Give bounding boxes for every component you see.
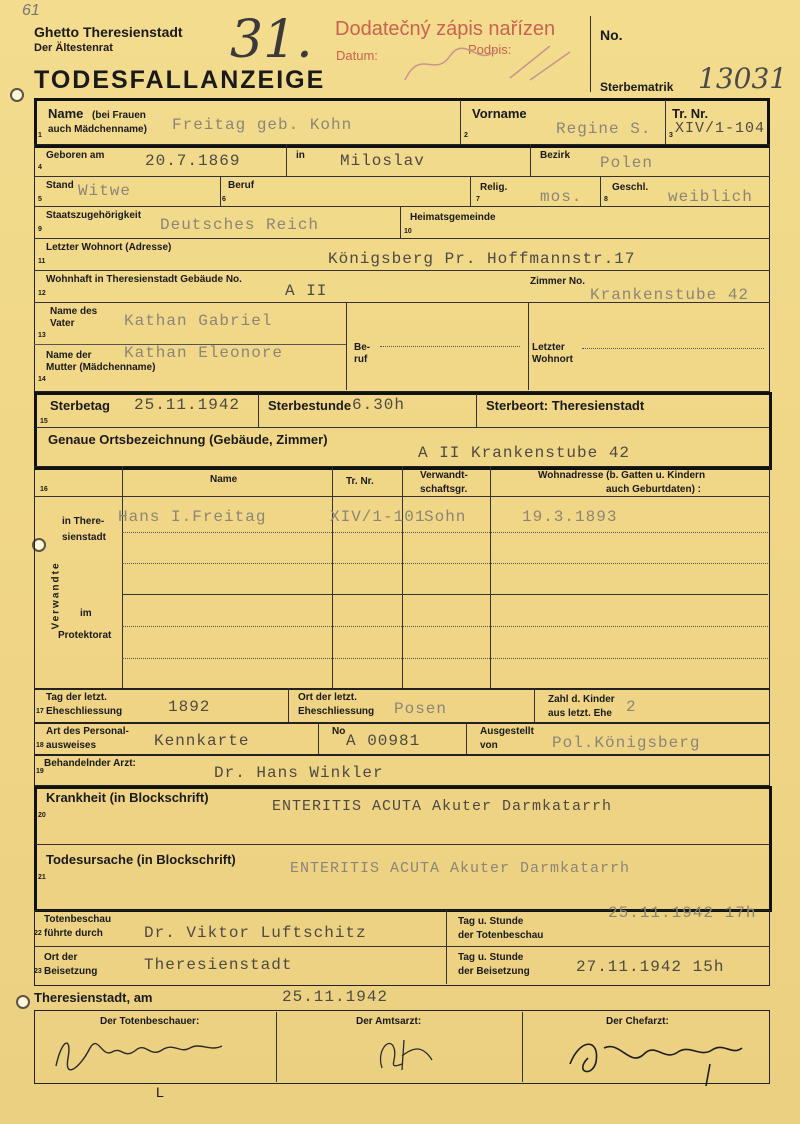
ausgestellt-label-2: von bbox=[480, 740, 498, 751]
wohnort-value: Königsberg Pr. Hoffmannstr.17 bbox=[328, 250, 636, 268]
header-divider bbox=[590, 16, 591, 92]
vorname-label: Vorname bbox=[472, 106, 527, 121]
in-there-label-2: sienstadt bbox=[62, 532, 106, 543]
ortsbez-label: Genaue Ortsbezeichnung (Gebäude, Zimmer) bbox=[48, 432, 328, 447]
art-value: Kennkarte bbox=[154, 732, 250, 750]
vater-label-2: Vater bbox=[50, 318, 75, 329]
beisetzung-tag-value: 27.11.1942 15h bbox=[576, 958, 725, 976]
rel-verwandt-header-1: Verwandt- bbox=[420, 470, 468, 481]
art-label-2: ausweises bbox=[46, 740, 97, 751]
rel-row-verwandt: Sohn bbox=[424, 508, 467, 526]
sterbetag-label: Sterbetag bbox=[50, 398, 110, 413]
sterbematrik-value: 13031 bbox=[698, 62, 788, 95]
ehe-tag-label-2: Eheschliessung bbox=[46, 706, 123, 717]
kinder-value: 2 bbox=[626, 698, 637, 716]
todesursache-value: ENTERITIS ACUTA Akuter Darmkatarrh bbox=[290, 860, 631, 877]
totenbeschau-label-2: führte durch bbox=[44, 928, 103, 939]
staat-label: Staatszugehörigkeit bbox=[46, 210, 142, 221]
bezirk-value: Polen bbox=[600, 154, 654, 172]
sterbestunde-value: 6.30h bbox=[352, 396, 406, 414]
protektorat-label: Protektorat bbox=[58, 630, 112, 641]
ausgestellt-label-1: Ausgestellt bbox=[480, 726, 534, 737]
form-title: TODESFALLANZEIGE bbox=[34, 66, 326, 94]
relatives-side-label: Verwandte bbox=[50, 561, 62, 630]
footer-place-label: Theresienstadt, am bbox=[34, 990, 153, 1005]
no-label: No. bbox=[600, 27, 623, 43]
bottom-mark: L bbox=[156, 1084, 164, 1100]
krankheit-value: ENTERITIS ACUTA Akuter Darmkatarrh bbox=[272, 798, 613, 815]
staat-value: Deutsches Reich bbox=[160, 216, 320, 234]
stamp-datum-label: Datum: bbox=[336, 48, 378, 63]
beruf-parents-label-1: Be- bbox=[354, 342, 371, 353]
totenbeschau-label-1: Totenbeschau bbox=[44, 914, 112, 925]
beschau-tag-label-1: Tag u. Stunde bbox=[458, 916, 524, 927]
totenbeschau-value: Dr. Viktor Luftschitz bbox=[144, 924, 367, 942]
punch-hole bbox=[10, 88, 24, 102]
stamp-line-1: Dodatečný zápis nařízen bbox=[335, 18, 556, 40]
ehe-ort-label-2: Eheschliessung bbox=[298, 706, 375, 717]
form-page: 61 Ghetto Theresienstadt Der Ältestenrat TODESFALLANZEIGE 31. Dodatečný zápis nařízen Datum: Podpis: No. Sterbematrik 13031 Name (bei Frauen auch Mädchenname) 1 Freitag geb. Kohn Vorname 2 Regine S. Tr. Nr. 3 XIV/1-104 Geboren am 4 20.7.1869 in Miloslav Bezirk Polen Stand 5 Witwe Beruf 6 Relig. 7 mos. Geschl. 8 weiblich Staatszugehörigkeit 9 Deutsches Reich Heimatsgemeinde 10 Letzter Wohnort (Adresse) 11 Königsberg Pr. Hoffmannstr.17 Wohnhaft in Theresienstadt Gebäude No. 12 A II Zimmer No. Krankenstube 42 Name des Vater 13 Kathan Gabriel Name der Mutter (Mädchenname) 14 Kathan Eleonore Be- ruf Letzter Wohnort Sterbetag 15 25.11.1942 Sterbestunde 6.30h Sterbeort: Theresienstadt Genaue Ortsbezeichnung (Gebäude, Zimmer) A II Krankenstube 42 16 Name Tr. Nr. Verwandt- schaftsgr. Wohnadresse (b. Gatten u. Kindern auch Geburtdaten) : Verwandte in There- sienstadt im Protektorat Hans I.Freitag XIV/1-101 Sohn 19.3.1893 Tag der letzt. Eheschliessung 17 1892 Ort der letzt. Eheschliessung Posen Zahl d. Kinder aus letzt. Ehe 2 Art des Personal- ausweises 18 Kennkarte No A 00981 Ausgestellt von Pol.Königsberg Behandelnder Arzt: 19 Dr. Hans Winkler Krankheit (in Blockschrift) 20 ENTERITIS ACUTA Akuter Darmkatarrh Todesursache (in Blockschrift) 21 ENTERITIS ACUTA Akuter Darmkatarrh Totenbeschau führte durch 22 Dr. Viktor Luftschitz Tag u. Stunde der Totenbeschau 25.11.1942 17h Ort der Beisetzung 23 Theresienstadt Tag u. Stunde der Beisetzung 27.11.1942 15h Theresienstadt, am 25.11.1942 Der Totenbeschauer: Der Amtsarzt: Der Chefarzt: L bbox=[0, 0, 800, 1124]
mutter-value: Kathan Eleonore bbox=[124, 344, 284, 362]
vater-label-1: Name des bbox=[50, 306, 98, 317]
ehe-tag-label-1: Tag der letzt. bbox=[46, 692, 107, 703]
beisetzung-tag-label-2: der Beisetzung bbox=[458, 966, 530, 977]
ehe-tag-value: 1892 bbox=[168, 698, 211, 716]
kinder-label-2: aus letzt. Ehe bbox=[548, 708, 612, 719]
rel-row-trnr: XIV/1-101 bbox=[330, 508, 426, 526]
beisetzung-ort-value: Theresienstadt bbox=[144, 956, 293, 974]
chefarzt-signature bbox=[560, 1028, 750, 1088]
in-value: Miloslav bbox=[340, 152, 425, 170]
todesursache-label: Todesursache (in Blockschrift) bbox=[46, 852, 236, 867]
trnr-value: XIV/1-104 bbox=[675, 120, 766, 137]
totenbeschauer-label: Der Totenbeschauer: bbox=[100, 1016, 200, 1027]
beruf-parents-label-2: ruf bbox=[354, 354, 368, 365]
trnr-label: Tr. Nr. bbox=[672, 106, 709, 121]
relig-label: Relig. bbox=[480, 182, 508, 193]
stand-value: Witwe bbox=[78, 182, 132, 200]
beisetzung-ort-label-2: Beisetzung bbox=[44, 966, 98, 977]
sterbetag-value: 25.11.1942 bbox=[134, 396, 241, 414]
amtsarzt-signature bbox=[372, 1030, 452, 1076]
org-line-2: Der Ältestenrat bbox=[34, 42, 113, 54]
letzter-wohnort-label-2: Wohnort bbox=[532, 354, 573, 365]
name-label: Name bbox=[48, 106, 84, 121]
rel-verwandt-header-2: schaftsgr. bbox=[420, 484, 468, 495]
wohnhaft-label: Wohnhaft in Theresienstadt Gebäude No. bbox=[46, 274, 242, 285]
stamp-scribble bbox=[400, 38, 580, 88]
letzter-wohnort-label-1: Letzter bbox=[532, 342, 565, 353]
mutter-label-2: Mutter (Mädchenname) bbox=[46, 362, 156, 373]
bezirk-label: Bezirk bbox=[540, 150, 571, 161]
ortsbez-value: A II Krankenstube 42 bbox=[418, 444, 631, 462]
geschl-value: weiblich bbox=[668, 188, 753, 206]
rel-trnr-header: Tr. Nr. bbox=[346, 476, 374, 487]
ausweis-no-label: No bbox=[332, 726, 346, 737]
ausgestellt-value: Pol.Königsberg bbox=[552, 734, 701, 752]
stand-label: Stand bbox=[46, 180, 74, 191]
im-label: im bbox=[80, 608, 92, 619]
krankheit-label: Krankheit (in Blockschrift) bbox=[46, 790, 209, 805]
geboren-value: 20.7.1869 bbox=[145, 152, 241, 170]
wohnhaft-value: A II bbox=[285, 282, 328, 300]
name-sublabel-2: auch Mädchenname) bbox=[48, 124, 147, 135]
vorname-value: Regine S. bbox=[556, 120, 652, 138]
corner-mark: 61 bbox=[22, 2, 40, 19]
beisetzung-ort-label-1: Ort der bbox=[44, 952, 78, 963]
mutter-label-1: Name der bbox=[46, 350, 92, 361]
name-sublabel-1: (bei Frauen bbox=[92, 110, 146, 121]
beisetzung-tag-label-1: Tag u. Stunde bbox=[458, 952, 524, 963]
rel-row-name: Hans I.Freitag bbox=[118, 508, 267, 526]
sterbestunde-label: Sterbestunde bbox=[268, 398, 352, 413]
arzt-box bbox=[34, 754, 770, 786]
wohnort-label: Letzter Wohnort (Adresse) bbox=[46, 242, 172, 253]
kinder-label-1: Zahl d. Kinder bbox=[548, 694, 615, 705]
heimat-label: Heimatsgemeinde bbox=[410, 212, 496, 223]
rel-row-wohn: 19.3.1893 bbox=[522, 508, 618, 526]
geboren-label: Geboren am bbox=[46, 150, 105, 161]
vater-value: Kathan Gabriel bbox=[124, 312, 273, 330]
sterbeort-label: Sterbeort: Theresienstadt bbox=[486, 398, 645, 413]
punch-hole bbox=[16, 995, 30, 1009]
handwritten-number: 31. bbox=[230, 10, 313, 70]
footer-date: 25.11.1942 bbox=[282, 988, 389, 1006]
stamp-podpis-label: Podpis: bbox=[468, 42, 512, 57]
sterbematrik-label: Sterbematrik bbox=[600, 80, 674, 94]
beschau-tag-label-2: der Totenbeschau bbox=[458, 930, 544, 941]
zimmer-value: Krankenstube 42 bbox=[590, 286, 750, 304]
chefarzt-label: Der Chefarzt: bbox=[606, 1016, 669, 1027]
in-label: in bbox=[296, 150, 305, 161]
geschl-label: Geschl. bbox=[612, 182, 649, 193]
name-value: Freitag geb. Kohn bbox=[172, 116, 353, 134]
beschau-tag-value: 25.11.1942 17h bbox=[608, 904, 757, 922]
relig-value: mos. bbox=[540, 188, 583, 206]
in-there-label-1: in There- bbox=[62, 516, 105, 527]
amtsarzt-label: Der Amtsarzt: bbox=[356, 1016, 422, 1027]
totenbeschauer-signature bbox=[50, 1028, 230, 1074]
ehe-ort-value: Posen bbox=[394, 700, 448, 718]
rel-wohn-header-2: auch Geburtdaten) : bbox=[606, 484, 702, 495]
name-box bbox=[34, 98, 770, 148]
rel-name-header: Name bbox=[210, 474, 238, 485]
zimmer-label: Zimmer No. bbox=[530, 276, 586, 287]
beruf-label: Beruf bbox=[228, 180, 255, 191]
ausweis-no-value: A 00981 bbox=[346, 732, 421, 750]
art-label-1: Art des Personal- bbox=[46, 726, 129, 737]
ehe-ort-label-1: Ort der letzt. bbox=[298, 692, 357, 703]
arzt-value: Dr. Hans Winkler bbox=[214, 764, 384, 782]
org-line-1: Ghetto Theresienstadt bbox=[34, 24, 183, 40]
rel-wohn-header-1: Wohnadresse (b. Gatten u. Kindern bbox=[538, 470, 706, 481]
arzt-label: Behandelnder Arzt: bbox=[44, 758, 136, 769]
